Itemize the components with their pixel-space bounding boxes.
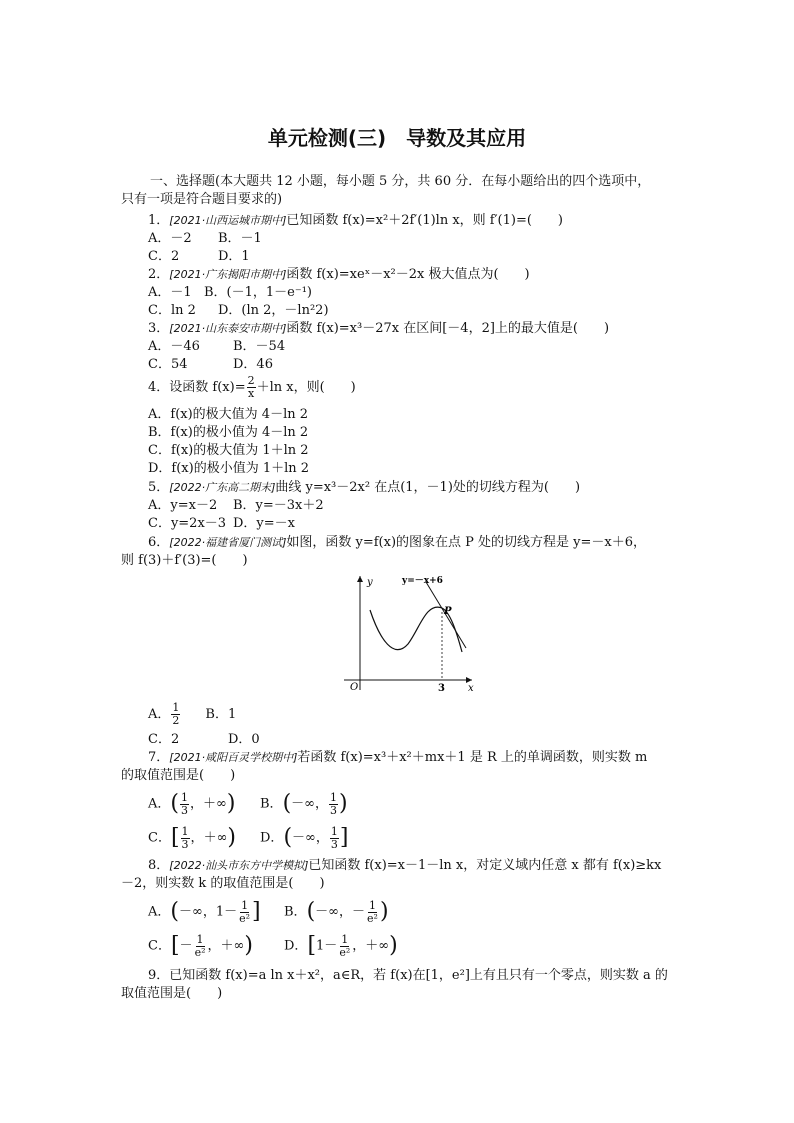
option-b: B．－1 xyxy=(218,231,262,246)
option-d: D．46 xyxy=(233,357,273,372)
question-stem: 函数 f(x)=xeˣ－x²－2x 极大值点为( ) xyxy=(286,267,530,282)
option-c: C．[ $\frac{1}{3}$ ，＋∞) xyxy=(148,824,236,851)
options-row xyxy=(148,515,295,533)
fraction: $\frac{2}{x}$ xyxy=(247,374,255,400)
options-row xyxy=(148,932,398,961)
options-row xyxy=(148,497,324,515)
option-b: B．1 xyxy=(205,707,237,722)
options-row xyxy=(148,731,260,749)
question-number: 5． xyxy=(148,480,170,495)
question-5 xyxy=(148,479,580,497)
question-number: 2． xyxy=(148,267,170,282)
option-b: B．(－∞，－ $\frac{1}{\text{e²}}$ ) xyxy=(284,898,389,925)
option-d: D．(ln 2，－ln²2) xyxy=(218,303,329,318)
options-row xyxy=(148,356,273,374)
page-title: 单元检测(三) 导数及其应用 xyxy=(267,126,527,150)
option-a: A． $\frac{1}{2}$ xyxy=(148,701,180,727)
option-d: D．y=－x xyxy=(233,516,295,531)
option-b: B．(－∞， $\frac{1}{3}$ ) xyxy=(260,790,348,817)
option-c: C．2 xyxy=(148,732,180,747)
question-source: [2021·山东泰安市期中] xyxy=(169,322,287,335)
option-c: C．54 xyxy=(148,357,188,372)
question-source: [2022·汕头市东方中学模拟] xyxy=(169,859,309,872)
question-4: 4．设函数 f(x)= $\frac{2}{x}$ ＋ln x，则( ) xyxy=(148,374,356,400)
question-stem: 函数 f(x)=x³－27x 在区间[－4，2]上的最大值是( ) xyxy=(286,321,610,336)
question-6 xyxy=(148,534,646,552)
question-7 xyxy=(148,749,647,767)
question-stem: 设函数 f(x)= xyxy=(169,380,246,395)
options-row xyxy=(148,701,236,729)
option-a: A．( $\frac{1}{3}$ ，＋∞) xyxy=(148,790,236,817)
options-row xyxy=(148,248,250,266)
question-source: [2022·福建省厦门测试] xyxy=(169,536,287,549)
question-stem: 曲线 y=x³－2x² 在点(1，－1)处的切线方程为( ) xyxy=(275,480,581,495)
question-number: 8． xyxy=(148,858,170,873)
x-axis-label: x xyxy=(468,683,474,694)
origin-label: O xyxy=(350,682,359,693)
option-a: A．－46 xyxy=(148,339,200,354)
question-source: [2021·山西运城市期中] xyxy=(169,214,287,227)
y-axis-label: y xyxy=(367,577,373,588)
question-8 xyxy=(148,857,661,875)
question-3 xyxy=(148,320,609,338)
option-a: A．－2 xyxy=(148,231,192,246)
options-row xyxy=(148,284,312,302)
options-row xyxy=(148,898,389,927)
option-a: A．－1 xyxy=(148,285,192,300)
option-d: D．f(x)的极小值为 1＋ln 2 xyxy=(148,461,310,476)
question-stem: 已知函数 f(x)=x－1－ln x，对定义域内任意 x 都有 f(x)≥kx xyxy=(308,858,662,873)
question-number: 3． xyxy=(148,321,170,336)
option-a: A．f(x)的极大值为 4－ln 2 xyxy=(148,407,309,422)
options-row xyxy=(148,790,348,819)
options-row xyxy=(148,230,262,248)
question-number: 9． xyxy=(148,968,170,983)
option-b: B．(－1，1－e⁻¹) xyxy=(204,285,313,300)
section-instruction-line-1: 一、选择题(本大题共 12 小题，每小题 5 分，共 60 分．在每小题给出的四个选项中， xyxy=(150,174,651,189)
question-source: [2021·广东揭阳市期中] xyxy=(169,268,287,281)
question-number: 4． xyxy=(148,380,170,395)
question-8-stem-cont: －2，则实数 k 的取值范围是( ) xyxy=(121,876,325,891)
question-source: [2022·广东高二期末] xyxy=(169,481,276,494)
option-d: D．0 xyxy=(228,732,260,747)
section-instruction-line-2: 只有一项是符合题目要求的) xyxy=(121,192,283,207)
question-2 xyxy=(148,266,530,284)
option-a: A．y=x－2 xyxy=(148,498,218,513)
fraction: $\frac{1}{2}$ xyxy=(172,701,180,727)
tangent-label: y=－x+6 xyxy=(402,576,443,586)
option-c: C．2 xyxy=(148,249,180,264)
option-a: A．(－∞，1－ $\frac{1}{\text{e²}}$ ] xyxy=(148,898,261,925)
question-stem: 已知函数 f(x)=a ln x＋x²，a∈R，若 f(x)在[1，e²]上有且只有一个零点，则实数 a 的 xyxy=(169,968,668,983)
option-d: D．[1－ $\frac{1}{\text{e²}}$ ，＋∞) xyxy=(284,932,398,959)
options-row xyxy=(148,338,285,356)
option-b: B．f(x)的极小值为 4－ln 2 xyxy=(148,425,309,440)
option-c: C．[－ $\frac{1}{\text{e²}}$ ，＋∞) xyxy=(148,932,253,959)
question-7-stem-cont: 的取值范围是( ) xyxy=(121,768,236,783)
point-p-label: P xyxy=(444,606,452,617)
options-row xyxy=(148,302,329,320)
question-stem: 如图，函数 y=f(x)的图象在点 P 处的切线方程是 y=－x＋6， xyxy=(286,535,646,550)
option-c: C．ln 2 xyxy=(148,303,196,318)
question-stem: 已知函数 f(x)=x²＋2f′(1)ln x，则 f′(1)=( ) xyxy=(286,213,564,228)
question-stem: 若函数 f(x)=x³＋x²＋mx＋1 是 R 上的单调函数，则实数 m xyxy=(297,750,648,765)
option-b: B．－54 xyxy=(233,339,286,354)
function-graph xyxy=(338,572,478,694)
options-row xyxy=(148,824,348,853)
option-c: C．y=2x－3 xyxy=(148,516,227,531)
question-number: 7． xyxy=(148,750,170,765)
option-c: C．f(x)的极大值为 1＋ln 2 xyxy=(148,443,309,458)
tick-3-label: 3 xyxy=(438,683,445,694)
question-6-stem-cont: 则 f(3)＋f′(3)=( ) xyxy=(121,553,248,568)
option-d: D．(－∞， $\frac{1}{3}$ ] xyxy=(260,824,349,851)
question-1 xyxy=(148,212,563,230)
option-b: B．y=－3x＋2 xyxy=(233,498,324,513)
question-number: 1． xyxy=(148,213,170,228)
y-axis-arrow xyxy=(357,576,363,582)
question-number: 6． xyxy=(148,535,170,550)
question-9 xyxy=(148,967,668,985)
question-source: [2021·咸阳百灵学校期中] xyxy=(169,751,298,764)
question-9-stem-cont: 取值范围是( ) xyxy=(121,986,223,1001)
option-d: D．1 xyxy=(218,249,250,264)
